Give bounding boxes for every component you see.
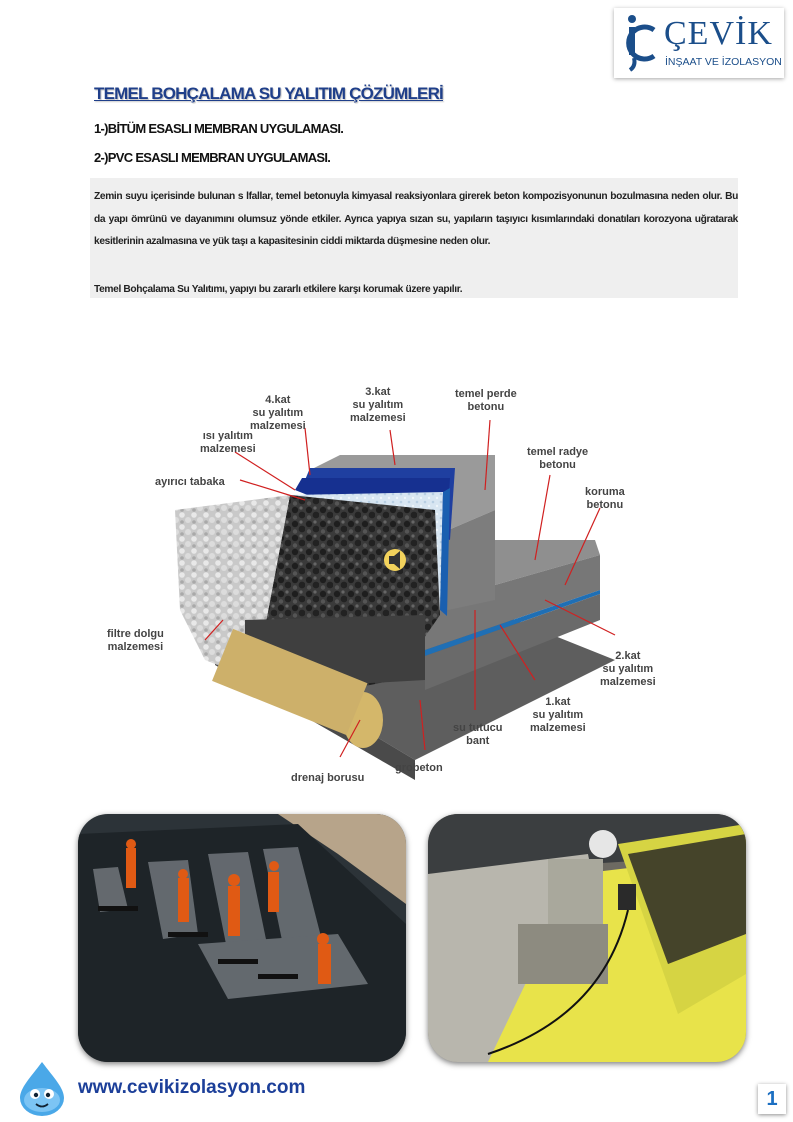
page-number: 1 xyxy=(758,1084,786,1114)
label-filter-fill-material: filtre dolgu malzemesi xyxy=(107,628,164,653)
list-item-bitumen: 1-)BİTÜM ESASLI MEMBRAN UYGULAMASI. xyxy=(94,121,344,136)
foundation-diagram xyxy=(95,380,715,790)
page-title: TEMEL BOHÇALAMA SU YALITIM ÇÖZÜMLERİ xyxy=(94,84,443,103)
summary-paragraph: Temel Bohçalama Su Yalıtımı, yapıyı bu zararlı etkilere karşı korumak üzere yapılır. xyxy=(94,284,463,295)
label-raft-foundation-concrete: temel radye betonu xyxy=(527,446,589,471)
label-lean-concrete: grobeton xyxy=(395,762,443,774)
water-drop-mascot-icon xyxy=(12,1058,72,1118)
website-url[interactable]: www.cevikizolasyon.com xyxy=(78,1077,306,1098)
company-logo xyxy=(614,8,784,78)
foundation-cross-section-illustration xyxy=(95,380,715,790)
label-1st-layer-waterproofing: 1.kat su yalıtım malzemesi xyxy=(530,696,586,734)
pvc-welding-photo-illustration xyxy=(428,814,746,1062)
photo-pvc-membrane-welding xyxy=(428,814,746,1062)
photo-bitumen-membrane-application xyxy=(78,814,406,1062)
label-thermal-insulation: ısı yalıtım malzemesi xyxy=(200,430,256,455)
body-paragraph: Zemin suyu içerisinde bulunan s lfallar, temel betonuyla kimyasal reaksiyonlara girerek beton kompozisyonunun bozulmasına neden olur. Bu da yapı ömrünü ve dayanımını olumsuz yönde etkiler. Ayrıca yapıya sızan su, yapıların taşıyıcı kısımlarındaki donatıları korozyona uğratarak kesitlerinin azalmasına ve yük taşı a kapasitesinin ciddi miktarda düşmesine neden olur. xyxy=(94,191,738,248)
logo-tagline: İNŞAAT VE İZOLASYON xyxy=(665,56,782,68)
label-separator-layer: ayırıcı tabaka xyxy=(155,476,225,488)
label-waterstop-band: su tutucu bant xyxy=(453,722,503,747)
logo-brand-name: ÇEVİK xyxy=(664,15,773,52)
label-drainage-pipe: drenaj borusu xyxy=(291,772,365,784)
cevik-logo-icon xyxy=(620,12,660,74)
label-4th-layer-waterproofing: 4.kat su yalıtım malzemesi xyxy=(250,394,306,432)
label-2nd-layer-waterproofing: 2.kat su yalıtım malzemesi xyxy=(600,650,656,688)
bitumen-application-photo-illustration xyxy=(78,814,406,1062)
label-3rd-layer-waterproofing: 3.kat su yalıtım malzemesi xyxy=(350,386,406,424)
label-foundation-wall-concrete: temel perde betonu xyxy=(455,388,517,413)
label-protection-concrete: koruma betonu xyxy=(585,486,625,511)
list-item-pvc: 2-)PVC ESASLI MEMBRAN UYGULAMASI. xyxy=(94,150,331,165)
